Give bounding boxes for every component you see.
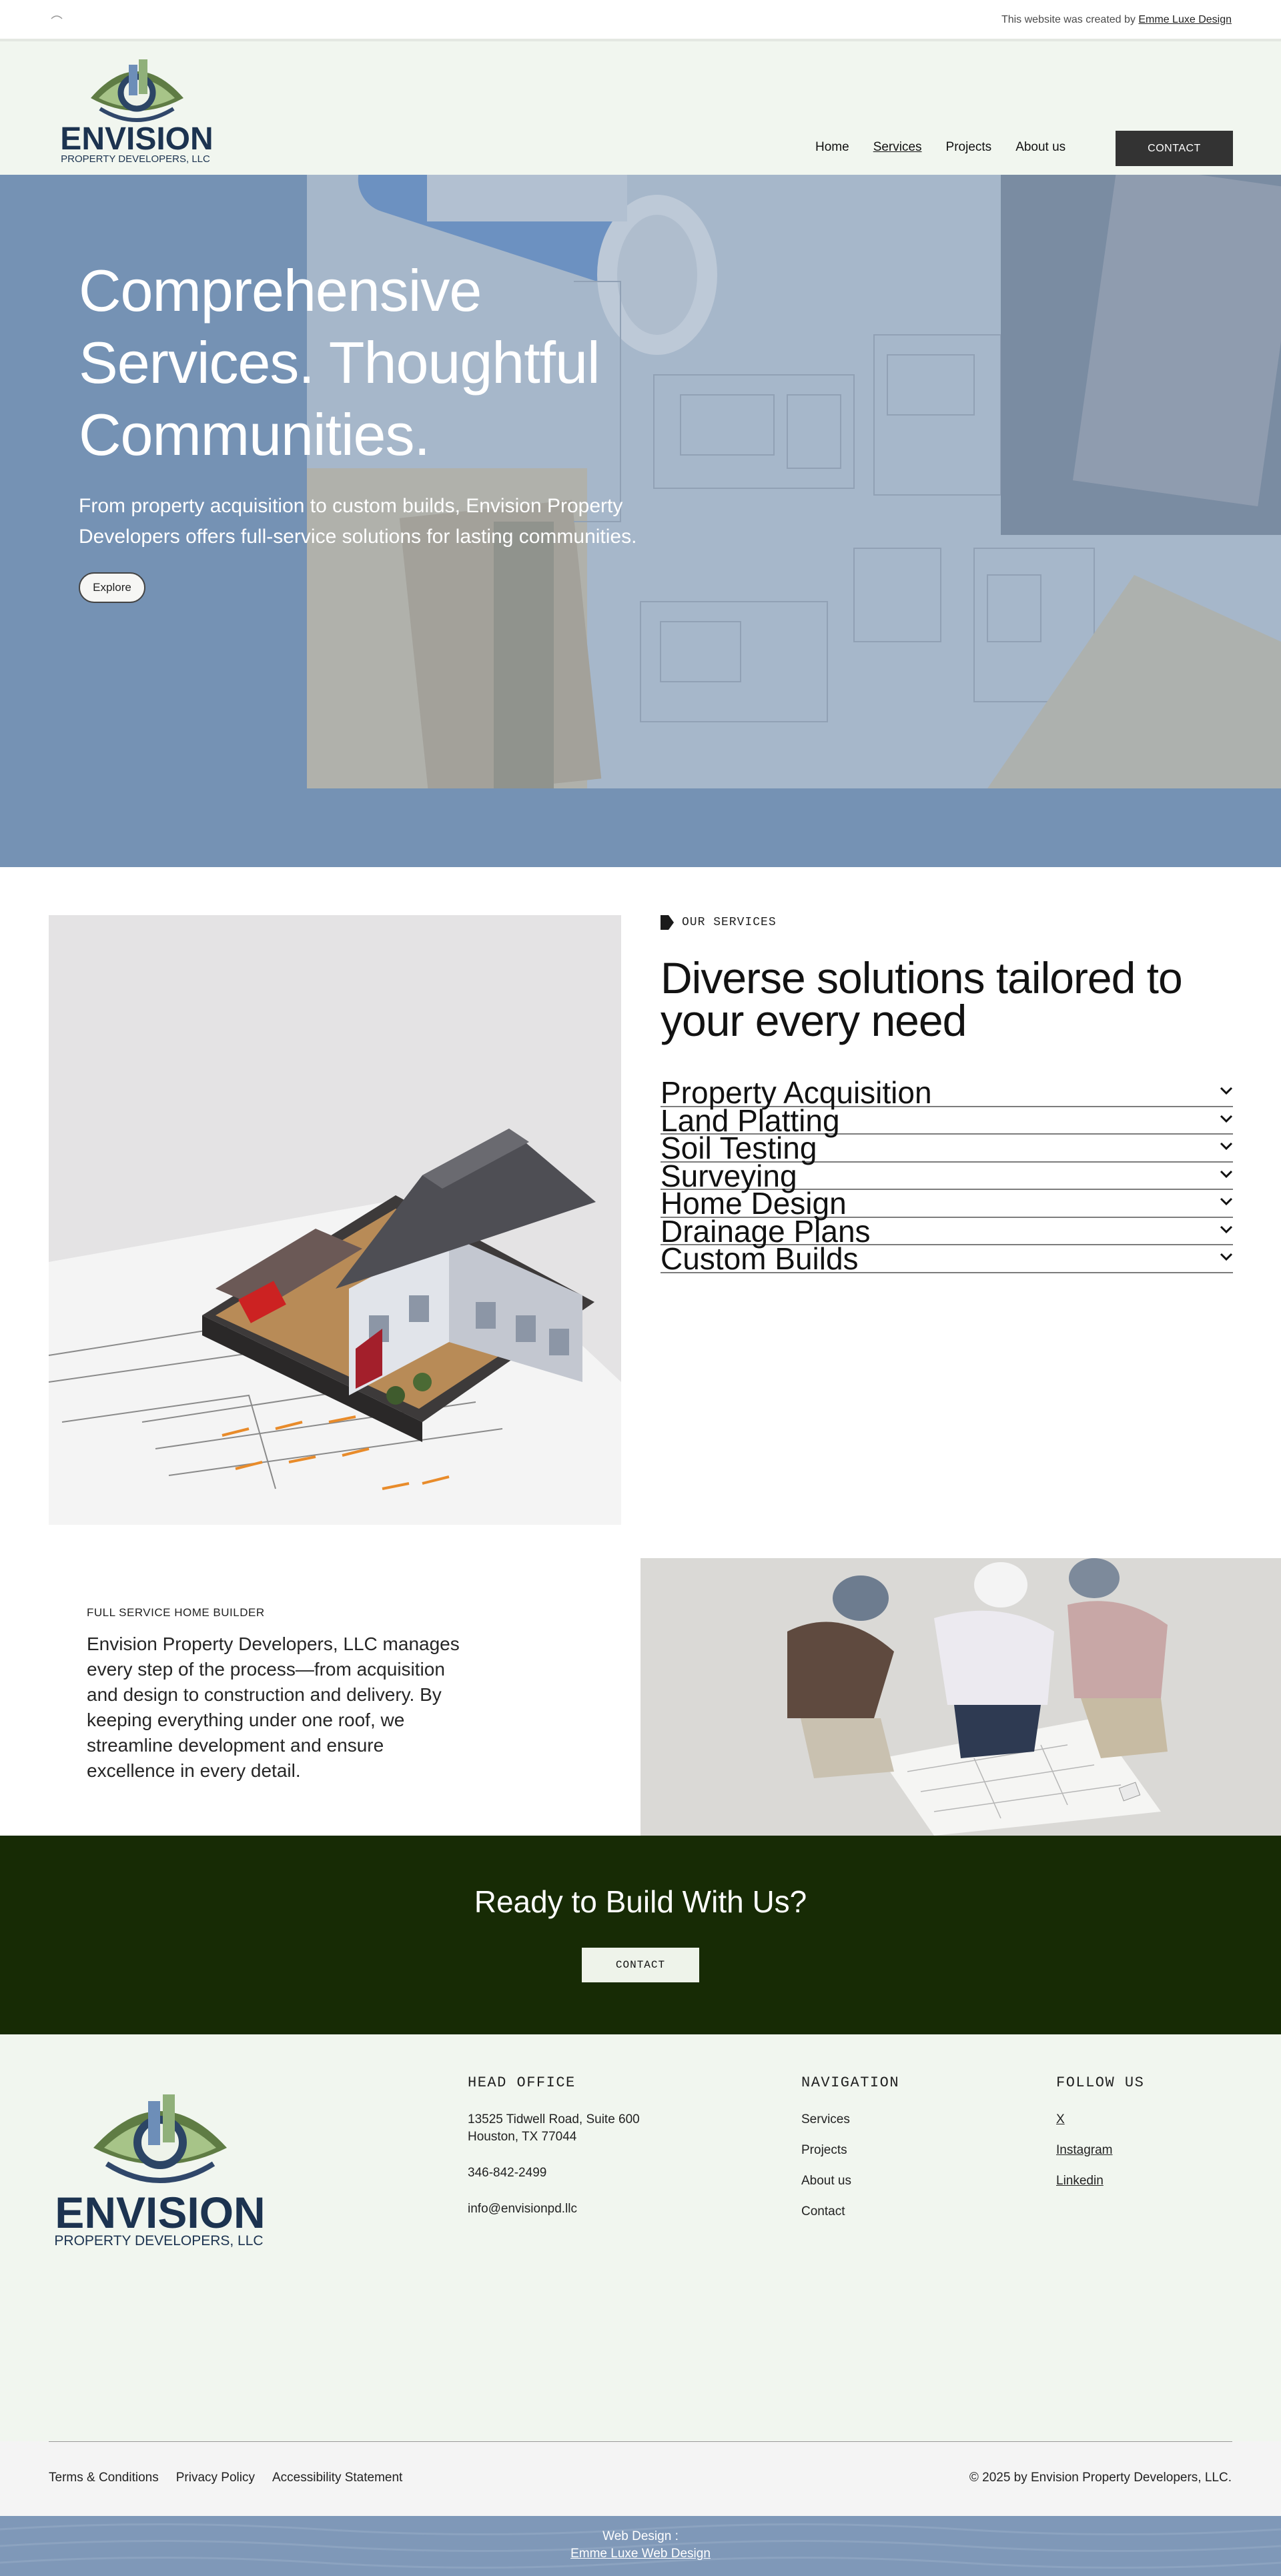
- flag-marker-icon: [661, 915, 674, 930]
- accordion-item-label: Property Acquisition: [661, 1075, 932, 1110]
- services-eyebrow: [661, 915, 1233, 930]
- cta-title: Ready to Build With Us?: [474, 1884, 807, 1919]
- site-credit-text: This website was created by: [1001, 14, 1136, 25]
- accordion-item-label: Surveying: [661, 1158, 797, 1193]
- head-office-heading: HEAD OFFICE: [468, 2074, 576, 2091]
- web-design-credit-link[interactable]: Emme Luxe Web Design: [570, 2547, 711, 2561]
- footer-nav-about-us[interactable]: About us: [801, 2174, 851, 2188]
- services-section: [0, 867, 1281, 1558]
- legal-divider: [49, 2441, 1232, 2442]
- accordion-item-label: Custom Builds: [661, 1241, 859, 1276]
- social-link-linkedin[interactable]: Linkedin: [1056, 2174, 1104, 2188]
- footer-nav-projects[interactable]: Projects: [801, 2143, 847, 2157]
- accessibility-statement-link[interactable]: Accessibility Statement: [272, 2471, 403, 2485]
- cta-section: [0, 1836, 1281, 2034]
- footer-follow-us: [1056, 2074, 1144, 2203]
- address-line-1: 13525 Tidwell Road, Suite 600: [468, 2112, 640, 2126]
- web-design-credit: [0, 2516, 1281, 2563]
- footer-logo-tagline: PROPERTY DEVELOPERS, LLC: [54, 2233, 264, 2248]
- legal-bar: [0, 2441, 1281, 2516]
- footer-nav-contact[interactable]: Contact: [801, 2204, 845, 2218]
- accordion-item-custom-builds[interactable]: [661, 1241, 1233, 1276]
- social-link-x[interactable]: X: [1056, 2112, 1065, 2126]
- house-model-image: [49, 915, 621, 1525]
- site-credit-link[interactable]: Emme Luxe Design: [1138, 14, 1232, 25]
- services-content: [661, 915, 1233, 1276]
- accordion-item-label: Drainage Plans: [661, 1213, 871, 1249]
- terms-link[interactable]: Terms & Conditions: [49, 2471, 159, 2485]
- explore-button[interactable]: Explore: [79, 572, 145, 603]
- email-address: info@envisionpd.llc: [468, 2202, 577, 2216]
- social-link-instagram[interactable]: Instagram: [1056, 2143, 1113, 2157]
- phone-number: 346-842-2499: [468, 2166, 547, 2180]
- copyright-text: © 2025 by Envision Property Developers, LLC.: [969, 2471, 1232, 2485]
- chevron-down-icon[interactable]: [1220, 1252, 1233, 1261]
- header-contact-button[interactable]: CONTACT: [1116, 131, 1233, 166]
- services-title: Diverse solutions tailored to your every need: [661, 953, 1182, 1045]
- address-line-2: Houston, TX 77044: [468, 2130, 577, 2144]
- nav-about-us[interactable]: About us: [1015, 140, 1066, 154]
- hero-subtitle: From property acquisition to custom builds, Envision Property Developers offers full-service solutions for lasting communities.: [79, 495, 637, 548]
- chevron-down-icon[interactable]: [1220, 1169, 1233, 1179]
- services-accordion: [661, 1075, 1233, 1276]
- full-service-text: [87, 1606, 460, 1784]
- full-service-section: [0, 1558, 1281, 1836]
- main-nav: [815, 140, 1090, 155]
- logo-wordmark: ENVISION: [60, 121, 214, 157]
- footer-envision-logo[interactable]: [53, 2068, 267, 2268]
- full-service-eyebrow: FULL SERVICE HOME BUILDER: [87, 1606, 265, 1619]
- footer-nav-services[interactable]: Services: [801, 2112, 850, 2126]
- chevron-down-icon[interactable]: [1220, 1114, 1233, 1123]
- footer-head-office: [468, 2074, 640, 2218]
- chevron-down-icon[interactable]: [1220, 1141, 1233, 1151]
- follow-us-heading: FOLLOW US: [1056, 2074, 1145, 2091]
- legal-links: [49, 2471, 402, 2485]
- site-footer: [0, 2034, 1281, 2441]
- services-eyebrow-label: OUR SERVICES: [682, 916, 777, 929]
- cta-contact-button[interactable]: CONTACT: [582, 1948, 699, 1982]
- hero-text: [79, 255, 679, 603]
- footer-navigation: [801, 2074, 899, 2234]
- logo-tagline: PROPERTY DEVELOPERS, LLC: [61, 153, 210, 165]
- hero-title-line-2: Services. Thoughtful: [79, 330, 600, 396]
- accordion-item-label: Soil Testing: [661, 1131, 817, 1165]
- accordion-item-label: Land Platting: [661, 1103, 840, 1138]
- hero-title: [79, 255, 679, 471]
- top-credit-bar: [0, 0, 1281, 41]
- chevron-down-icon[interactable]: [1220, 1086, 1233, 1095]
- nav-projects[interactable]: Projects: [945, 140, 992, 154]
- nav-home[interactable]: Home: [815, 140, 849, 154]
- tiny-logo-icon: [51, 15, 63, 20]
- navigation-heading: NAVIGATION: [801, 2074, 900, 2091]
- footer-logo-wordmark: ENVISION: [55, 2188, 266, 2237]
- site-header: [0, 41, 1281, 175]
- hero-title-line-3: Communities.: [79, 402, 430, 468]
- builders-reviewing-plans-image: [640, 1558, 1281, 1836]
- web-design-label: Web Design :: [602, 2529, 679, 2543]
- envision-logo[interactable]: [60, 45, 214, 171]
- privacy-policy-link[interactable]: Privacy Policy: [175, 2471, 255, 2485]
- chevron-down-icon[interactable]: [1220, 1197, 1233, 1206]
- full-service-body: Envision Property Developers, LLC manages every step of the process—from acquisition and design to construction and delivery. By keeping everything under one roof, we streamline development and ensure excellence in every detail.: [87, 1634, 460, 1781]
- site-credit: [1001, 14, 1232, 26]
- web-design-credit-bar: [0, 2516, 1281, 2576]
- accordion-item-label: Home Design: [661, 1186, 847, 1221]
- hero-section: [0, 175, 1281, 867]
- hero-title-line-1: Comprehensive: [79, 257, 482, 324]
- chevron-down-icon[interactable]: [1220, 1225, 1233, 1234]
- nav-services[interactable]: Services: [873, 140, 922, 154]
